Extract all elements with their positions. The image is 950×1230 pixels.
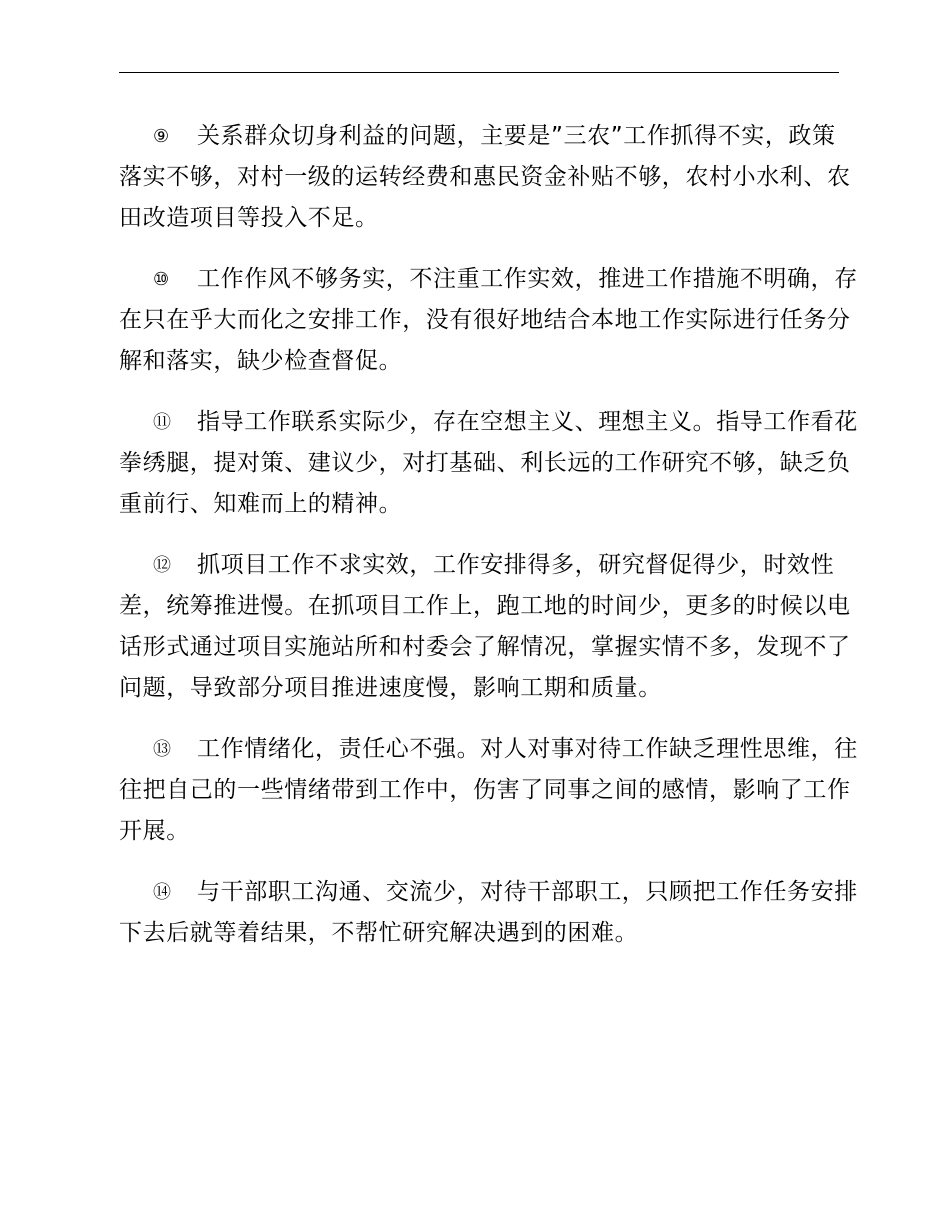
- paragraph-text: 指导工作联系实际少，存在空想主义、理想主义。指导工作看花拳绣腿，提对策、建议少，对打基础、利长远的工作研究不够，缺乏负重前行、知难而上的精神。: [119, 409, 858, 517]
- paragraph-text: 工作情绪化，责任心不强。对人对事对待工作缺乏理性思维，往往把自己的一些情绪带到工作中，伤害了同事之间的感情，影响了工作开展。: [119, 736, 858, 844]
- paragraph-11: [119, 402, 859, 525]
- paragraph-marker: ⑩: [153, 269, 170, 290]
- paragraph-marker: ⑭: [153, 882, 172, 903]
- paragraph-marker: ⑫: [153, 555, 172, 576]
- header-divider: [119, 72, 839, 73]
- paragraph-marker: ⑪: [153, 412, 172, 433]
- paragraph-text: 工作作风不够务实，不注重工作实效，推进工作措施不明确，存在只在乎大而化之安排工作，没有很好地结合本地工作实际进行任务分解和落实，缺少检查督促。: [119, 266, 858, 374]
- paragraph-12: [119, 545, 859, 709]
- paragraph-marker: ⑨: [153, 126, 170, 147]
- paragraph-marker: ⑬: [153, 739, 172, 760]
- paragraph-14: [119, 872, 859, 954]
- paragraph-10: [119, 259, 859, 382]
- paragraph-13: [119, 729, 859, 852]
- paragraph-text: 抓项目工作不求实效，工作安排得多，研究督促得少，时效性差，统筹推进慢。在抓项目工作上，跑工地的时间少，更多的时候以电话形式通过项目实施站所和村委会了解情况，掌握实情不多，发现不了问题，导致部分项目推进速度慢，影响工期和质量。: [119, 552, 851, 701]
- paragraph-text: 与干部职工沟通、交流少，对待干部职工，只顾把工作任务安排下去后就等着结果，不帮忙研究解决遇到的困难。: [119, 879, 858, 946]
- document-body: [119, 116, 859, 974]
- paragraph-9: [119, 116, 859, 239]
- paragraph-text: 关系群众切身利益的问题，主要是”三农”工作抓得不实，政策落实不够，对村一级的运转经费和惠民资金补贴不够，农村小水利、农田改造项目等投入不足。: [119, 123, 851, 231]
